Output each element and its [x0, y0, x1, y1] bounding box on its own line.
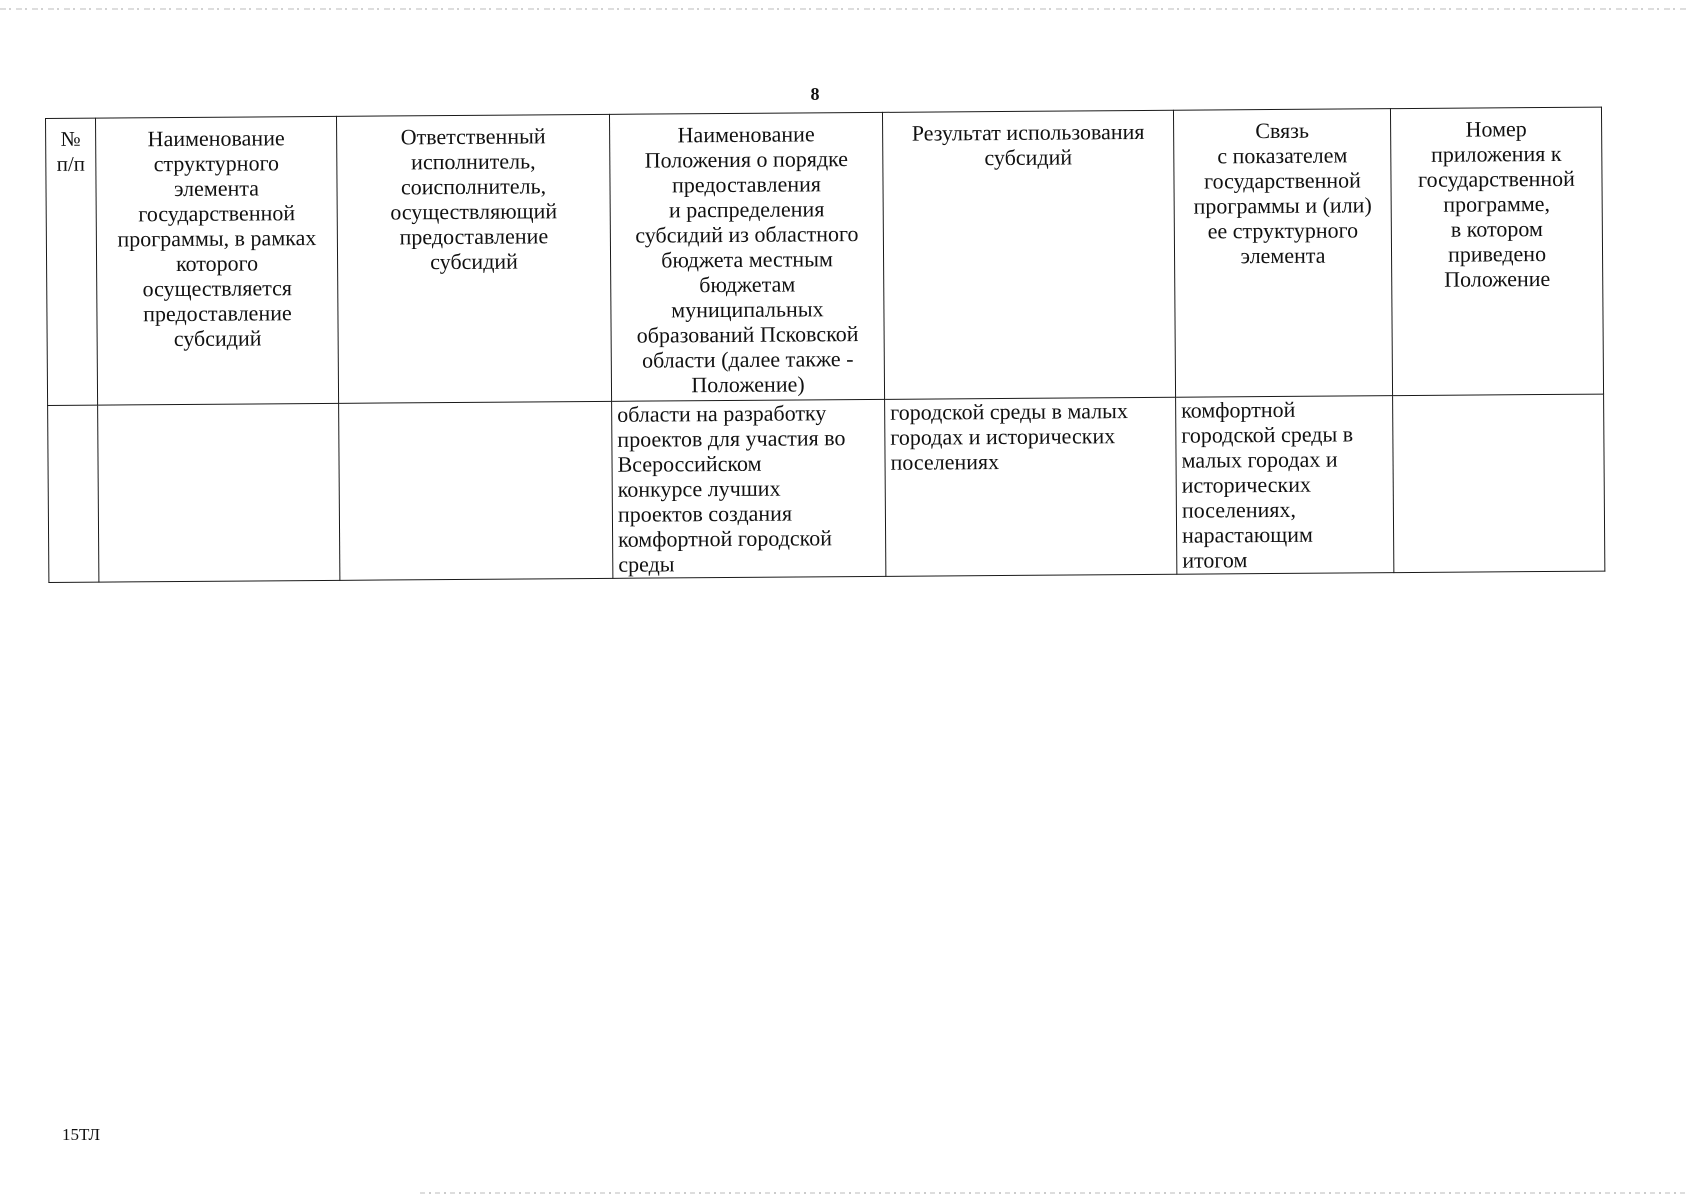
header-structural-element: Наименование структурного элемента государственной программы, в рамках которого осуществляется предоставление субсидий	[96, 116, 339, 405]
scan-edge-bottom	[420, 1192, 1686, 1194]
cell-appendix-number	[1393, 394, 1605, 573]
header-subsidy-result: Результат использования субсидий	[882, 110, 1175, 399]
cell-structural-element	[98, 403, 340, 582]
header-number: № п/п	[46, 118, 98, 405]
page-number: 8	[810, 84, 820, 104]
cell-subsidy-result: городской среды в малых городах и исторических поселениях	[885, 397, 1177, 576]
subsidy-table	[45, 107, 1605, 583]
footer-code: 15ТЛ	[62, 1125, 101, 1144]
header-regulation-name: Наименование Положения о порядке предоставления и распределения субсидий из областного бюджета местным бюджетам муниципальных образований Псковской области (далее также - Положение)	[609, 112, 884, 401]
cell-number	[48, 405, 99, 582]
table-header-row	[46, 107, 1604, 405]
cell-indicator-link: комфортной городской среды в малых городах и исторических поселениях, нарастающим итогом	[1176, 396, 1394, 575]
scan-edge-top	[0, 8, 1686, 10]
cell-regulation-name: области на разработку проектов для участия во Всероссийском конкурсе лучших проектов создания комфортной городской среды	[612, 399, 886, 578]
table-row	[48, 394, 1605, 582]
header-appendix-number: Номер приложения к государственной программе, в котором приведено Положение	[1390, 107, 1603, 396]
header-responsible-executor: Ответственный исполнитель, соисполнитель, осуществляющий предоставление субсидий	[336, 114, 611, 403]
header-indicator-link: Связь с показателем государственной программы и (или) ее структурного элемента	[1173, 109, 1392, 398]
cell-responsible-executor	[339, 401, 613, 580]
